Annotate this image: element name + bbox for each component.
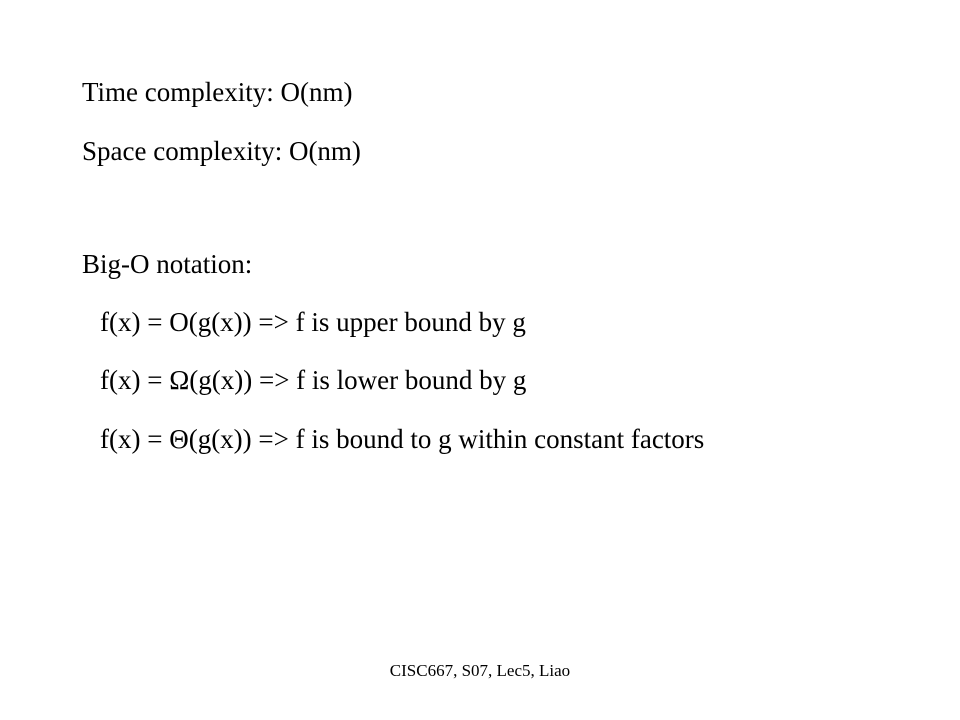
big-o-heading: Big-O notation: — [82, 249, 253, 279]
big-theta-definition: f(x) = Θ(g(x)) => f is bound to g within constant factors — [100, 424, 705, 454]
big-omega-definition: f(x) = Ω(g(x)) => f is lower bound by g — [100, 365, 527, 395]
big-o-definition: f(x) = O(g(x)) => f is upper bound by g — [100, 307, 526, 337]
slide-footer: CISC667, S07, Lec5, Liao — [389, 661, 571, 680]
time-complexity-text: Time complexity: O(nm) — [82, 77, 353, 107]
space-complexity-text: Space complexity: O(nm) — [82, 136, 361, 166]
